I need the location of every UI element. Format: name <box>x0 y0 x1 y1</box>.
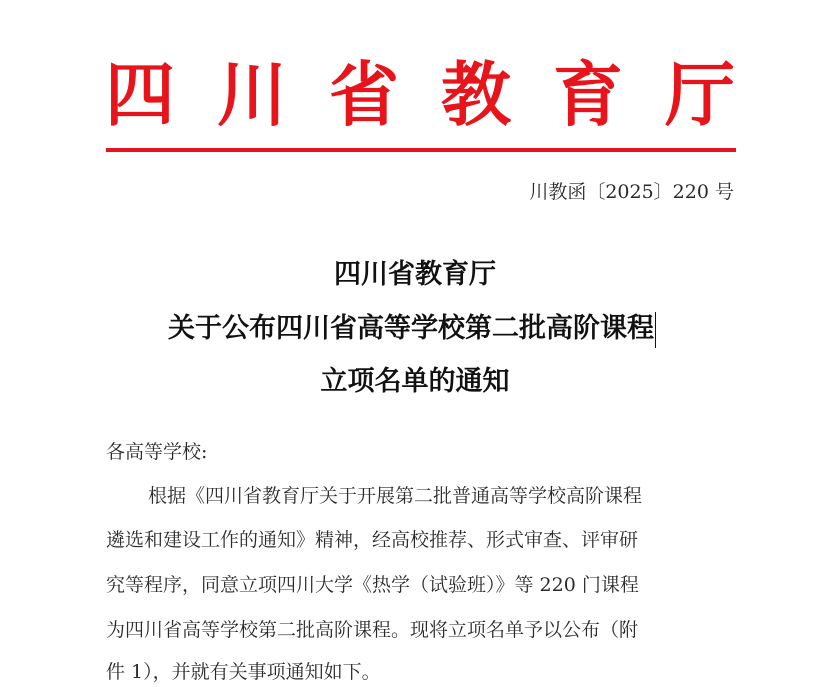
body-paragraph-line: 遴选和建设工作的通知》精神，经高校推荐、形式审查、评审研 <box>106 529 639 551</box>
letterhead-divider <box>106 148 736 152</box>
body-paragraph-line: 根据《四川省教育厅关于开展第二批普通高等学校高阶课程 <box>148 485 643 507</box>
document-title-line-3: 立项名单的通知 <box>320 366 510 397</box>
letterhead-char: 四 <box>105 54 175 136</box>
letterhead-char: 教 <box>441 54 511 136</box>
salutation: 各高等学校: <box>106 441 208 463</box>
letterhead-char: 育 <box>553 54 623 136</box>
text-cursor <box>655 312 656 348</box>
document-number: 川教函〔2025〕220 号 <box>529 181 734 203</box>
document-title-line-1: 四川省教育厅 <box>334 259 496 290</box>
body-paragraph-line: 件 1），并就有关事项通知如下。 <box>106 661 381 683</box>
body-paragraph-line: 为四川省高等学校第二批高阶课程。现将立项名单予以公布（附 <box>106 619 639 641</box>
letterhead-char: 川 <box>217 54 287 136</box>
letterhead-char: 厅 <box>665 54 735 136</box>
document-title-line-2 <box>0 309 827 349</box>
document-title-line-2-text: 关于公布四川省高等学校第二批高阶课程 <box>168 313 654 344</box>
letterhead <box>105 52 735 138</box>
letterhead-char: 省 <box>329 54 399 136</box>
body-paragraph-line: 究等程序，同意立项四川大学《热学（试验班）》等 220 门课程 <box>106 574 639 596</box>
